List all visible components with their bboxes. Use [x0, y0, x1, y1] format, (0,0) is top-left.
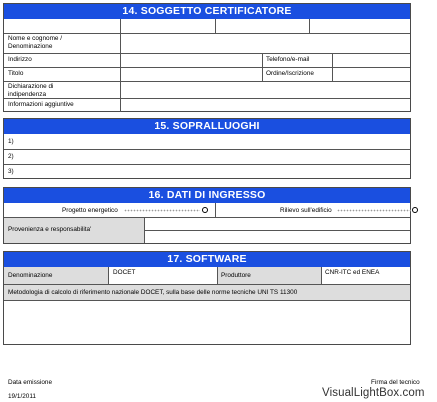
section-title: 16. DATI DI INGRESSO	[4, 188, 410, 203]
section-software	[3, 251, 411, 345]
divider	[262, 53, 263, 81]
label-nome: Nome e cognome / Denominazione	[8, 35, 62, 50]
watermark: VisualLightBox.com	[322, 387, 425, 399]
divider	[217, 267, 218, 284]
sopralluogo-item-1: 1)	[8, 138, 14, 145]
label-ordine: Ordine/Iscrizione	[266, 70, 314, 77]
divider	[332, 53, 333, 81]
value-data-emissione: 19/1/2011	[8, 393, 36, 400]
value-denominazione: DOCET	[113, 269, 136, 276]
dotted-leader	[337, 209, 411, 212]
dotted-leader	[124, 209, 200, 212]
radio-progetto-energetico[interactable]	[202, 207, 208, 213]
divider	[108, 267, 109, 284]
label-progetto-energetico: Progetto energetico	[62, 207, 118, 214]
divider	[4, 300, 410, 301]
label-rilievo-edificio: Rilievo sull'edificio	[280, 207, 332, 214]
divider	[215, 19, 216, 33]
label-provenienza: Provenienza e responsabilita'	[8, 226, 92, 233]
label-denominazione: Denominazione	[8, 272, 53, 279]
label-data-emissione: Data emissione	[8, 379, 53, 386]
label-dichiarazione: Dichiarazione di indipendenza	[8, 83, 54, 98]
label-indirizzo: Indirizzo	[8, 56, 32, 63]
radio-rilievo-edificio[interactable]	[412, 207, 418, 213]
divider	[4, 53, 410, 54]
divider	[309, 19, 310, 33]
label-informazioni: Informazioni aggiuntive	[8, 101, 74, 108]
section-title: 15. SOPRALLUOGHI	[4, 119, 410, 134]
sopralluogo-item-2: 2)	[8, 153, 14, 160]
section-dati-ingresso	[3, 187, 411, 244]
label-telefono: Telefono/e-mail	[266, 56, 310, 63]
divider	[120, 19, 121, 33]
divider	[4, 98, 410, 99]
divider	[4, 81, 410, 82]
divider	[120, 33, 121, 112]
section-title: 17. SOFTWARE	[4, 252, 410, 267]
section-soggetto-certificatore	[3, 3, 411, 112]
value-produttore: CNR-ITC ed ENEA	[325, 269, 380, 276]
section-title: 14. SOGGETTO CERTIFICATORE	[4, 4, 410, 19]
divider	[4, 33, 410, 34]
label-produttore: Produttore	[221, 272, 251, 279]
divider	[4, 67, 410, 68]
label-titolo: Titolo	[8, 70, 24, 77]
divider	[144, 230, 410, 231]
divider	[215, 203, 216, 217]
divider	[321, 267, 322, 284]
divider	[4, 164, 410, 165]
label-firma-tecnico: Firma del tecnico	[371, 379, 420, 386]
section-sopralluoghi	[3, 118, 411, 179]
divider	[4, 149, 410, 150]
sopralluogo-item-3: 3)	[8, 168, 14, 175]
text-metodologia: Metodologia di calcolo di riferimento nazionale DOCET, sulla base delle norme tecniche UNI TS 11300	[8, 289, 298, 296]
